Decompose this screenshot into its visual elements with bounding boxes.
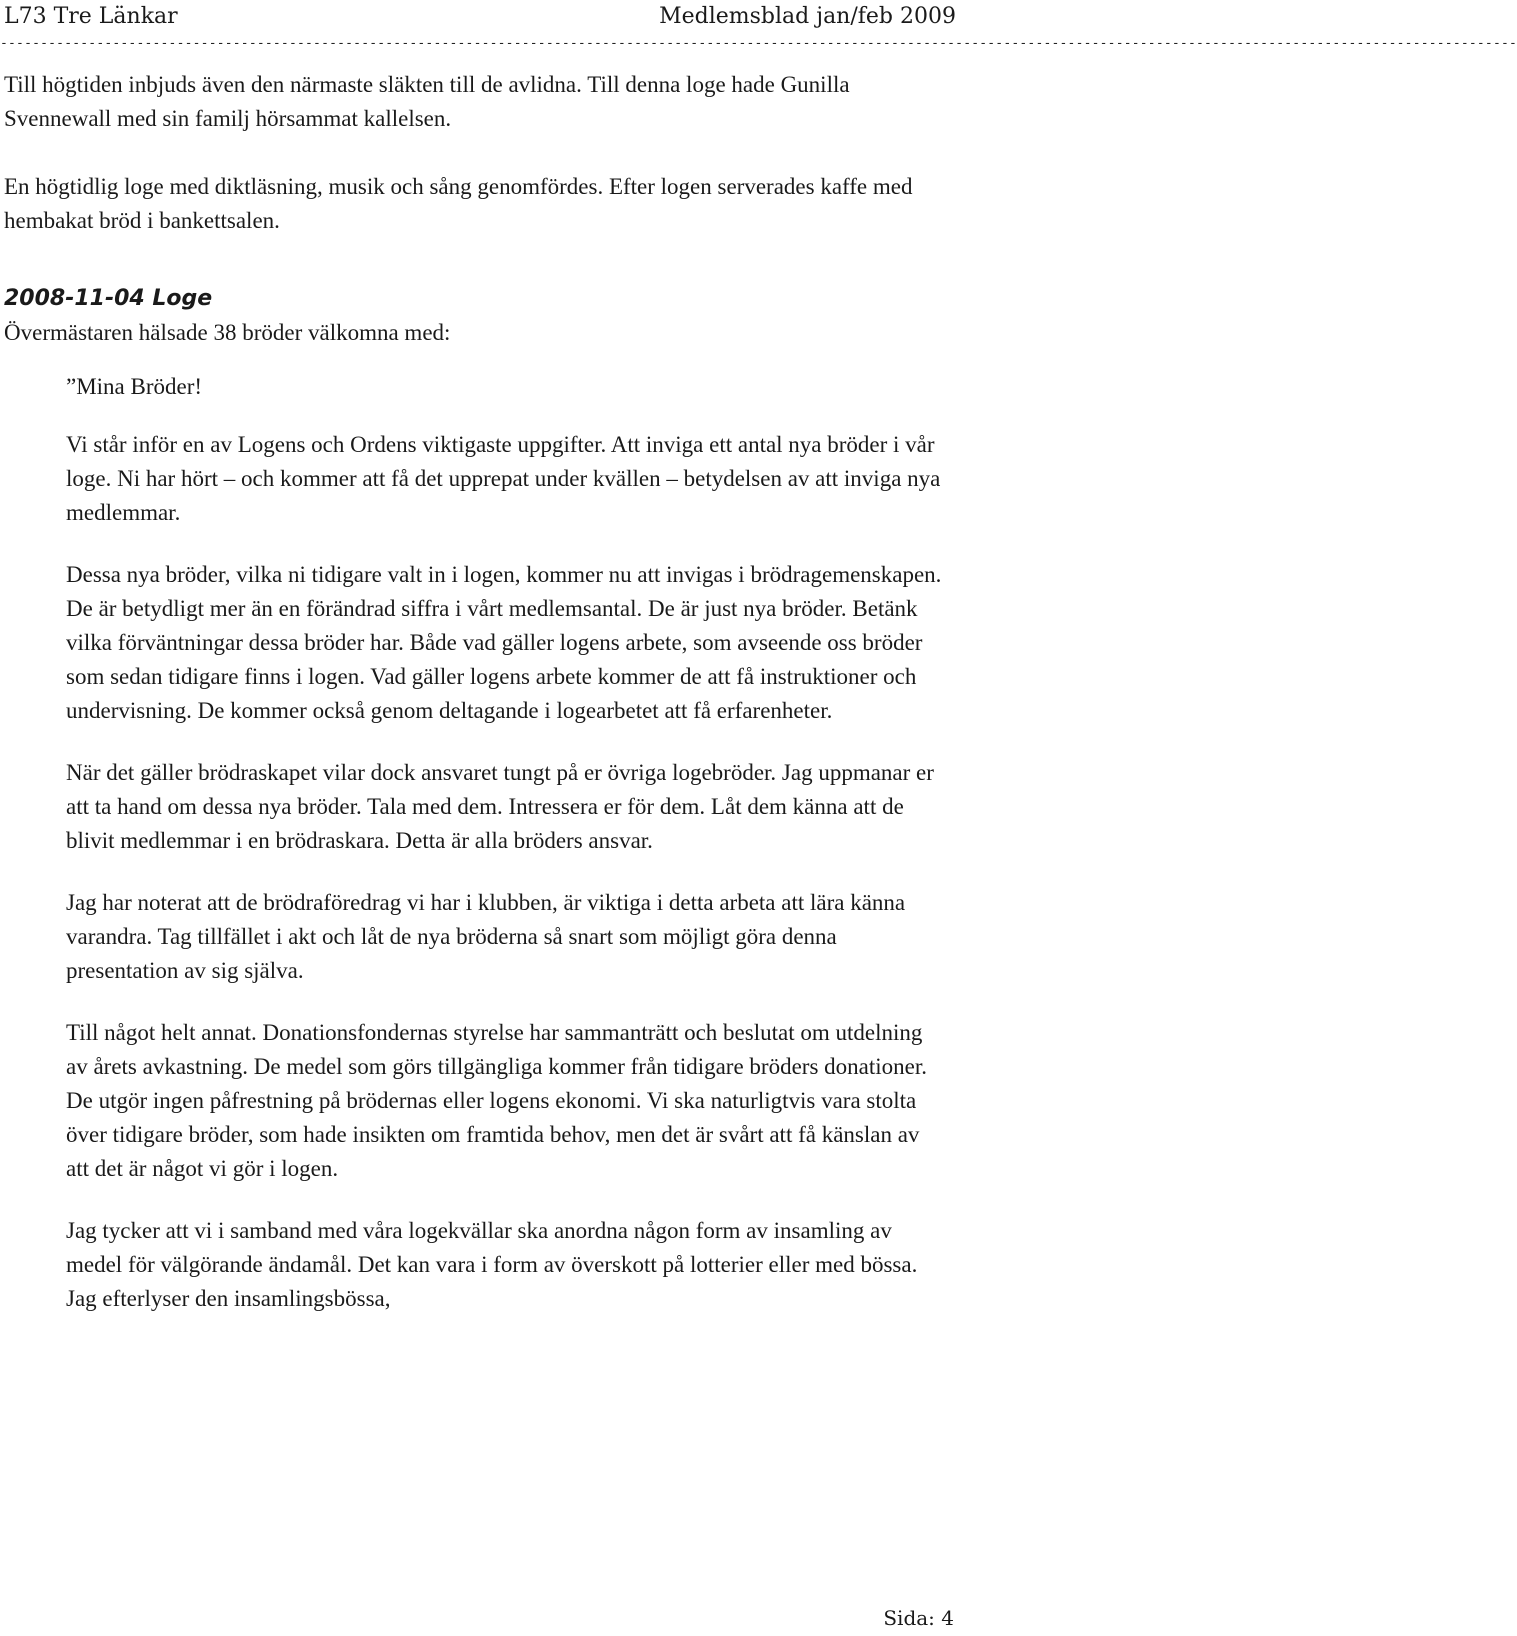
speech-paragraph: Vi står inför en av Logens och Ordens viktigaste uppgifter. Att inviga ett antal nya bröder i vår loge. Ni har hört – och kommer att få det upprepat under kvällen – betydelsen av att inviga nya medlemmar. [66,432,941,525]
speech-quote [66,370,946,1316]
header-issue: Medlemsblad jan/feb 2009 [659,4,956,29]
section-heading: 2008-11-04 Loge [4,286,213,311]
page-header [4,2,956,32]
paragraph: Övermästaren hälsade 38 bröder välkomna med: [4,320,451,345]
paragraph: En högtidlig loge med diktläsning, musik och sång genomfördes. Efter logen serverades kaffe med hembakat bröd i bankettsalen. [4,174,913,233]
paragraph: Till högtiden inbjuds även den närmaste släkten till de avlidna. Till denna loge hade Gunilla Svennewall med sin familj hörsammat kallelsen. [4,72,850,131]
header-divider: --------------------------------------------------------------------------------------------------------------------------------------------------------------------------------------------- [0,36,1517,51]
speech-paragraph: Till något helt annat. Donationsfondernas styrelse har sammanträtt och beslutat om utdelning av årets avkastning. De medel som görs tillgängliga kommer från tidigare bröders donationer. De utgör ingen påfrestning på brödernas eller logens ekonomi. Vi ska naturligtvis vara stolta över tidigare bröder, som hade insikten om framtida behov, men det är svårt att få känslan av att det är något vi gör i logen. [66,1020,927,1181]
speech-greeting: ”Mina Bröder! [66,374,203,399]
header-publication-name: L73 Tre Länkar [4,4,178,29]
speech-paragraph: Dessa nya bröder, vilka ni tidigare valt in i logen, kommer nu att invigas i brödragemenskapen. De är betydligt mer än en förändrad siffra i vårt medlemsantal. De är just nya bröder. Betänk vilka förväntningar dessa bröder har. Både vad gäller logens arbete, som avseende oss bröder som sedan tidigare finns i logen. Vad gäller logens arbete kommer de att få instruktioner och undervisning. De kommer också genom deltagande i logearbetet att få erfarenheter. [66,562,942,723]
speech-paragraph: När det gäller brödraskapet vilar dock ansvaret tungt på er övriga logebröder. Jag uppmanar er att ta hand om dessa nya bröder. Tala med dem. Intressera er för dem. Låt dem känna att de blivit medlemmar i en brödraskara. Detta är alla bröders ansvar. [66,760,934,853]
speech-paragraph: Jag har noterat att de brödraföredrag vi har i klubben, är viktiga i detta arbeta att lära känna varandra. Tag tillfället i akt och låt de nya bröderna så snart som möjligt göra denna presentation av sig själva. [66,890,906,983]
page-number: Sida: 4 [883,1606,954,1630]
speech-paragraph: Jag tycker att vi i samband med våra logekvällar ska anordna någon form av insamling av medel för välgörande ändamål. Det kan vara i form av överskott på lotterier eller med bössa. Jag efterlyser den insamlingsbössa, [66,1218,918,1311]
article-body [4,68,954,1344]
